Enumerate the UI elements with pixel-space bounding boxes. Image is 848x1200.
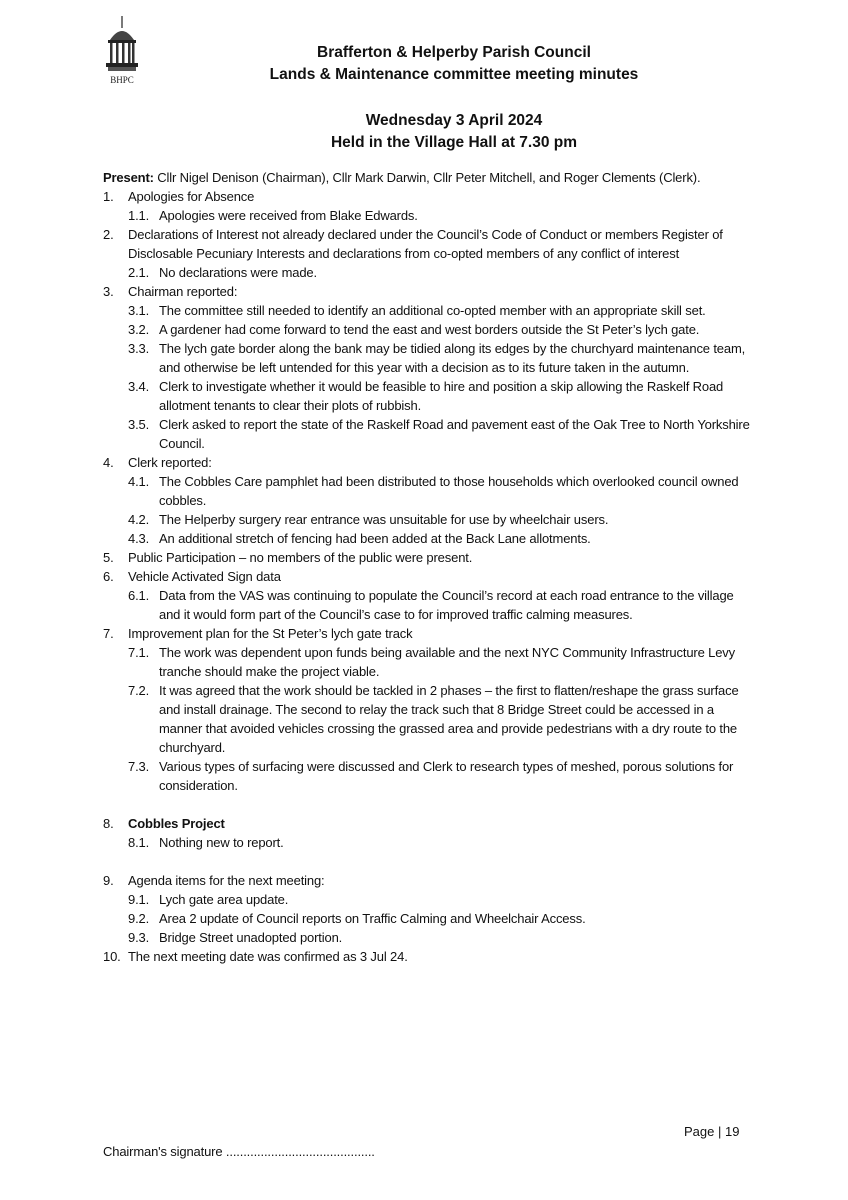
document-title: Lands & Maintenance committee meeting minutes xyxy=(269,66,639,83)
organisation-name: Brafferton & Helperby Parish Council xyxy=(317,44,591,61)
minute-item xyxy=(103,567,753,586)
subitem-text: Clerk asked to report the state of the Raskelf Road and pavement east of the Oak Tree to North Yorkshire Council. xyxy=(159,417,750,451)
attendance xyxy=(103,168,753,187)
subitem-number: 4.1. xyxy=(128,474,150,489)
item-number: 9. xyxy=(103,873,114,888)
subitem-text: Apologies were received from Blake Edwards. xyxy=(159,208,418,223)
item-number: 7. xyxy=(103,626,114,641)
item-heading: Vehicle Activated Sign data xyxy=(128,569,281,584)
subitem-text: No declarations were made. xyxy=(159,265,317,280)
minute-item xyxy=(103,282,753,301)
minute-subitem xyxy=(128,909,753,928)
meeting-venue: Held in the Village Hall at 7.30 pm xyxy=(330,134,578,151)
subitem-number: 9.1. xyxy=(128,892,150,907)
subitem-text: Various types of surfacing were discussed and Clerk to research types of meshed, porous solutions for consideration. xyxy=(159,759,734,793)
item-heading: The next meeting date was confirmed as 3 Jul 24. xyxy=(128,949,408,964)
subitem-text: The lych gate border along the bank may be tidied along its edges by the churchyard maintenance team, and otherwise be left untended for this year with a decision as to its future taken in the autumn. xyxy=(159,341,746,375)
subitem-text: Lych gate area update. xyxy=(159,892,289,907)
svg-text:BHPC: BHPC xyxy=(110,75,134,85)
item-number: 3. xyxy=(103,284,114,299)
subitem-number: 4.3. xyxy=(128,531,150,546)
item-heading: Clerk reported: xyxy=(128,455,212,470)
minute-item xyxy=(103,871,753,890)
minute-item xyxy=(103,453,753,472)
subitem-text: An additional stretch of fencing had been added at the Back Lane allotments. xyxy=(159,531,591,546)
minute-subitem xyxy=(128,510,753,529)
subitem-text: The Cobbles Care pamphlet had been distributed to those households which overlooked council owned cobbles. xyxy=(159,474,739,508)
subitem-number: 3.3. xyxy=(128,341,150,356)
minute-subitem xyxy=(128,586,753,624)
subitem-number: 7.2. xyxy=(128,683,150,698)
minute-subitem xyxy=(128,320,753,339)
minutes-items xyxy=(103,187,753,966)
item-number: 4. xyxy=(103,455,114,470)
subitem-number: 3.5. xyxy=(128,417,150,432)
subitem-number: 3.4. xyxy=(128,379,150,394)
item-heading: Agenda items for the next meeting: xyxy=(128,873,325,888)
minute-subitem xyxy=(128,757,753,795)
subitem-text: Bridge Street unadopted portion. xyxy=(159,930,343,945)
subitem-number: 8.1. xyxy=(128,835,150,850)
minute-subitem xyxy=(128,928,753,947)
item-heading: Chairman reported: xyxy=(128,284,238,299)
item-heading: Cobbles Project xyxy=(128,816,225,831)
minute-item xyxy=(103,624,753,643)
subitem-text: The work was dependent upon funds being available and the next NYC Community Infrastructure Levy tranche should make the project viable. xyxy=(159,645,735,679)
item-number: 6. xyxy=(103,569,114,584)
present-label: Present: xyxy=(103,170,154,185)
item-number: 10. xyxy=(103,949,121,964)
item-number: 5. xyxy=(103,550,114,565)
subitem-text: The committee still needed to identify an additional co-opted member with an appropriate skill set. xyxy=(159,303,706,318)
subitem-text: A gardener had come forward to tend the east and west borders outside the St Peter’s lych gate. xyxy=(159,322,700,337)
subitem-text: Nothing new to report. xyxy=(159,835,284,850)
subitem-number: 7.1. xyxy=(128,645,150,660)
item-number: 1. xyxy=(103,189,114,204)
subitem-number: 9.2. xyxy=(128,911,150,926)
chairman-signature-line: Chairman's signature ........................................... xyxy=(103,1144,375,1159)
subitem-text: It was agreed that the work should be tackled in 2 phases – the first to flatten/reshape the grass surface and install drainage. The second to relay the track such that 8 Bridge Street could be accessed in a manner that avoided vehicles crossing the grassed area and provide pedestrians with a dry route to the churchyard. xyxy=(159,683,739,755)
subitem-number: 3.2. xyxy=(128,322,150,337)
meeting-details xyxy=(0,110,848,154)
minute-subitem xyxy=(128,529,753,548)
minute-item xyxy=(103,814,753,833)
subitem-number: 6.1. xyxy=(128,588,150,603)
minute-subitem xyxy=(128,472,753,510)
page-number: Page | 19 xyxy=(684,1124,740,1139)
item-heading: Apologies for Absence xyxy=(128,189,255,204)
subitem-text: The Helperby surgery rear entrance was unsuitable for use by wheelchair users. xyxy=(159,512,609,527)
minute-item xyxy=(103,947,753,966)
minute-subitem xyxy=(128,263,753,282)
present-list: Cllr Nigel Denison (Chairman), Cllr Mark Darwin, Cllr Peter Mitchell, and Roger Clements (Clerk). xyxy=(153,170,701,185)
item-heading: Improvement plan for the St Peter’s lych gate track xyxy=(128,626,413,641)
minute-subitem xyxy=(128,890,753,909)
subitem-text: Area 2 update of Council reports on Traffic Calming and Wheelchair Access. xyxy=(159,911,586,926)
minute-item xyxy=(103,548,753,567)
minute-subitem xyxy=(128,415,753,453)
item-number: 8. xyxy=(103,816,114,831)
subitem-number: 2.1. xyxy=(128,265,150,280)
meeting-date: Wednesday 3 April 2024 xyxy=(365,112,543,129)
item-heading: Public Participation – no members of the public were present. xyxy=(128,550,473,565)
minute-item xyxy=(103,187,753,206)
minutes-body xyxy=(103,168,753,966)
minute-subitem xyxy=(128,643,753,681)
minute-subitem xyxy=(128,339,753,377)
minute-subitem xyxy=(128,833,753,852)
minute-subitem xyxy=(128,681,753,757)
spacer xyxy=(103,795,753,814)
document-header xyxy=(0,42,848,86)
subitem-text: Clerk to investigate whether it would be feasible to hire and position a skip allowing the Raskelf Road allotment tenants to clear their plots of rubbish. xyxy=(159,379,724,413)
subitem-number: 7.3. xyxy=(128,759,150,774)
subitem-number: 1.1. xyxy=(128,208,150,223)
subitem-number: 9.3. xyxy=(128,930,150,945)
item-heading: Declarations of Interest not already declared under the Council’s Code of Conduct or members Register of Disclosable Pecuniary Interests and declarations from co-opted members of any conflict of interest xyxy=(128,227,723,261)
spacer xyxy=(103,852,753,871)
subitem-text: Data from the VAS was continuing to populate the Council’s record at each road entrance to the village and it would form part of the Council’s case to for improved traffic calming measures. xyxy=(159,588,734,622)
item-number: 2. xyxy=(103,227,114,242)
minute-item xyxy=(103,225,753,263)
minute-subitem xyxy=(128,206,753,225)
minute-subitem xyxy=(128,301,753,320)
subitem-number: 4.2. xyxy=(128,512,150,527)
minute-subitem xyxy=(128,377,753,415)
subitem-number: 3.1. xyxy=(128,303,150,318)
